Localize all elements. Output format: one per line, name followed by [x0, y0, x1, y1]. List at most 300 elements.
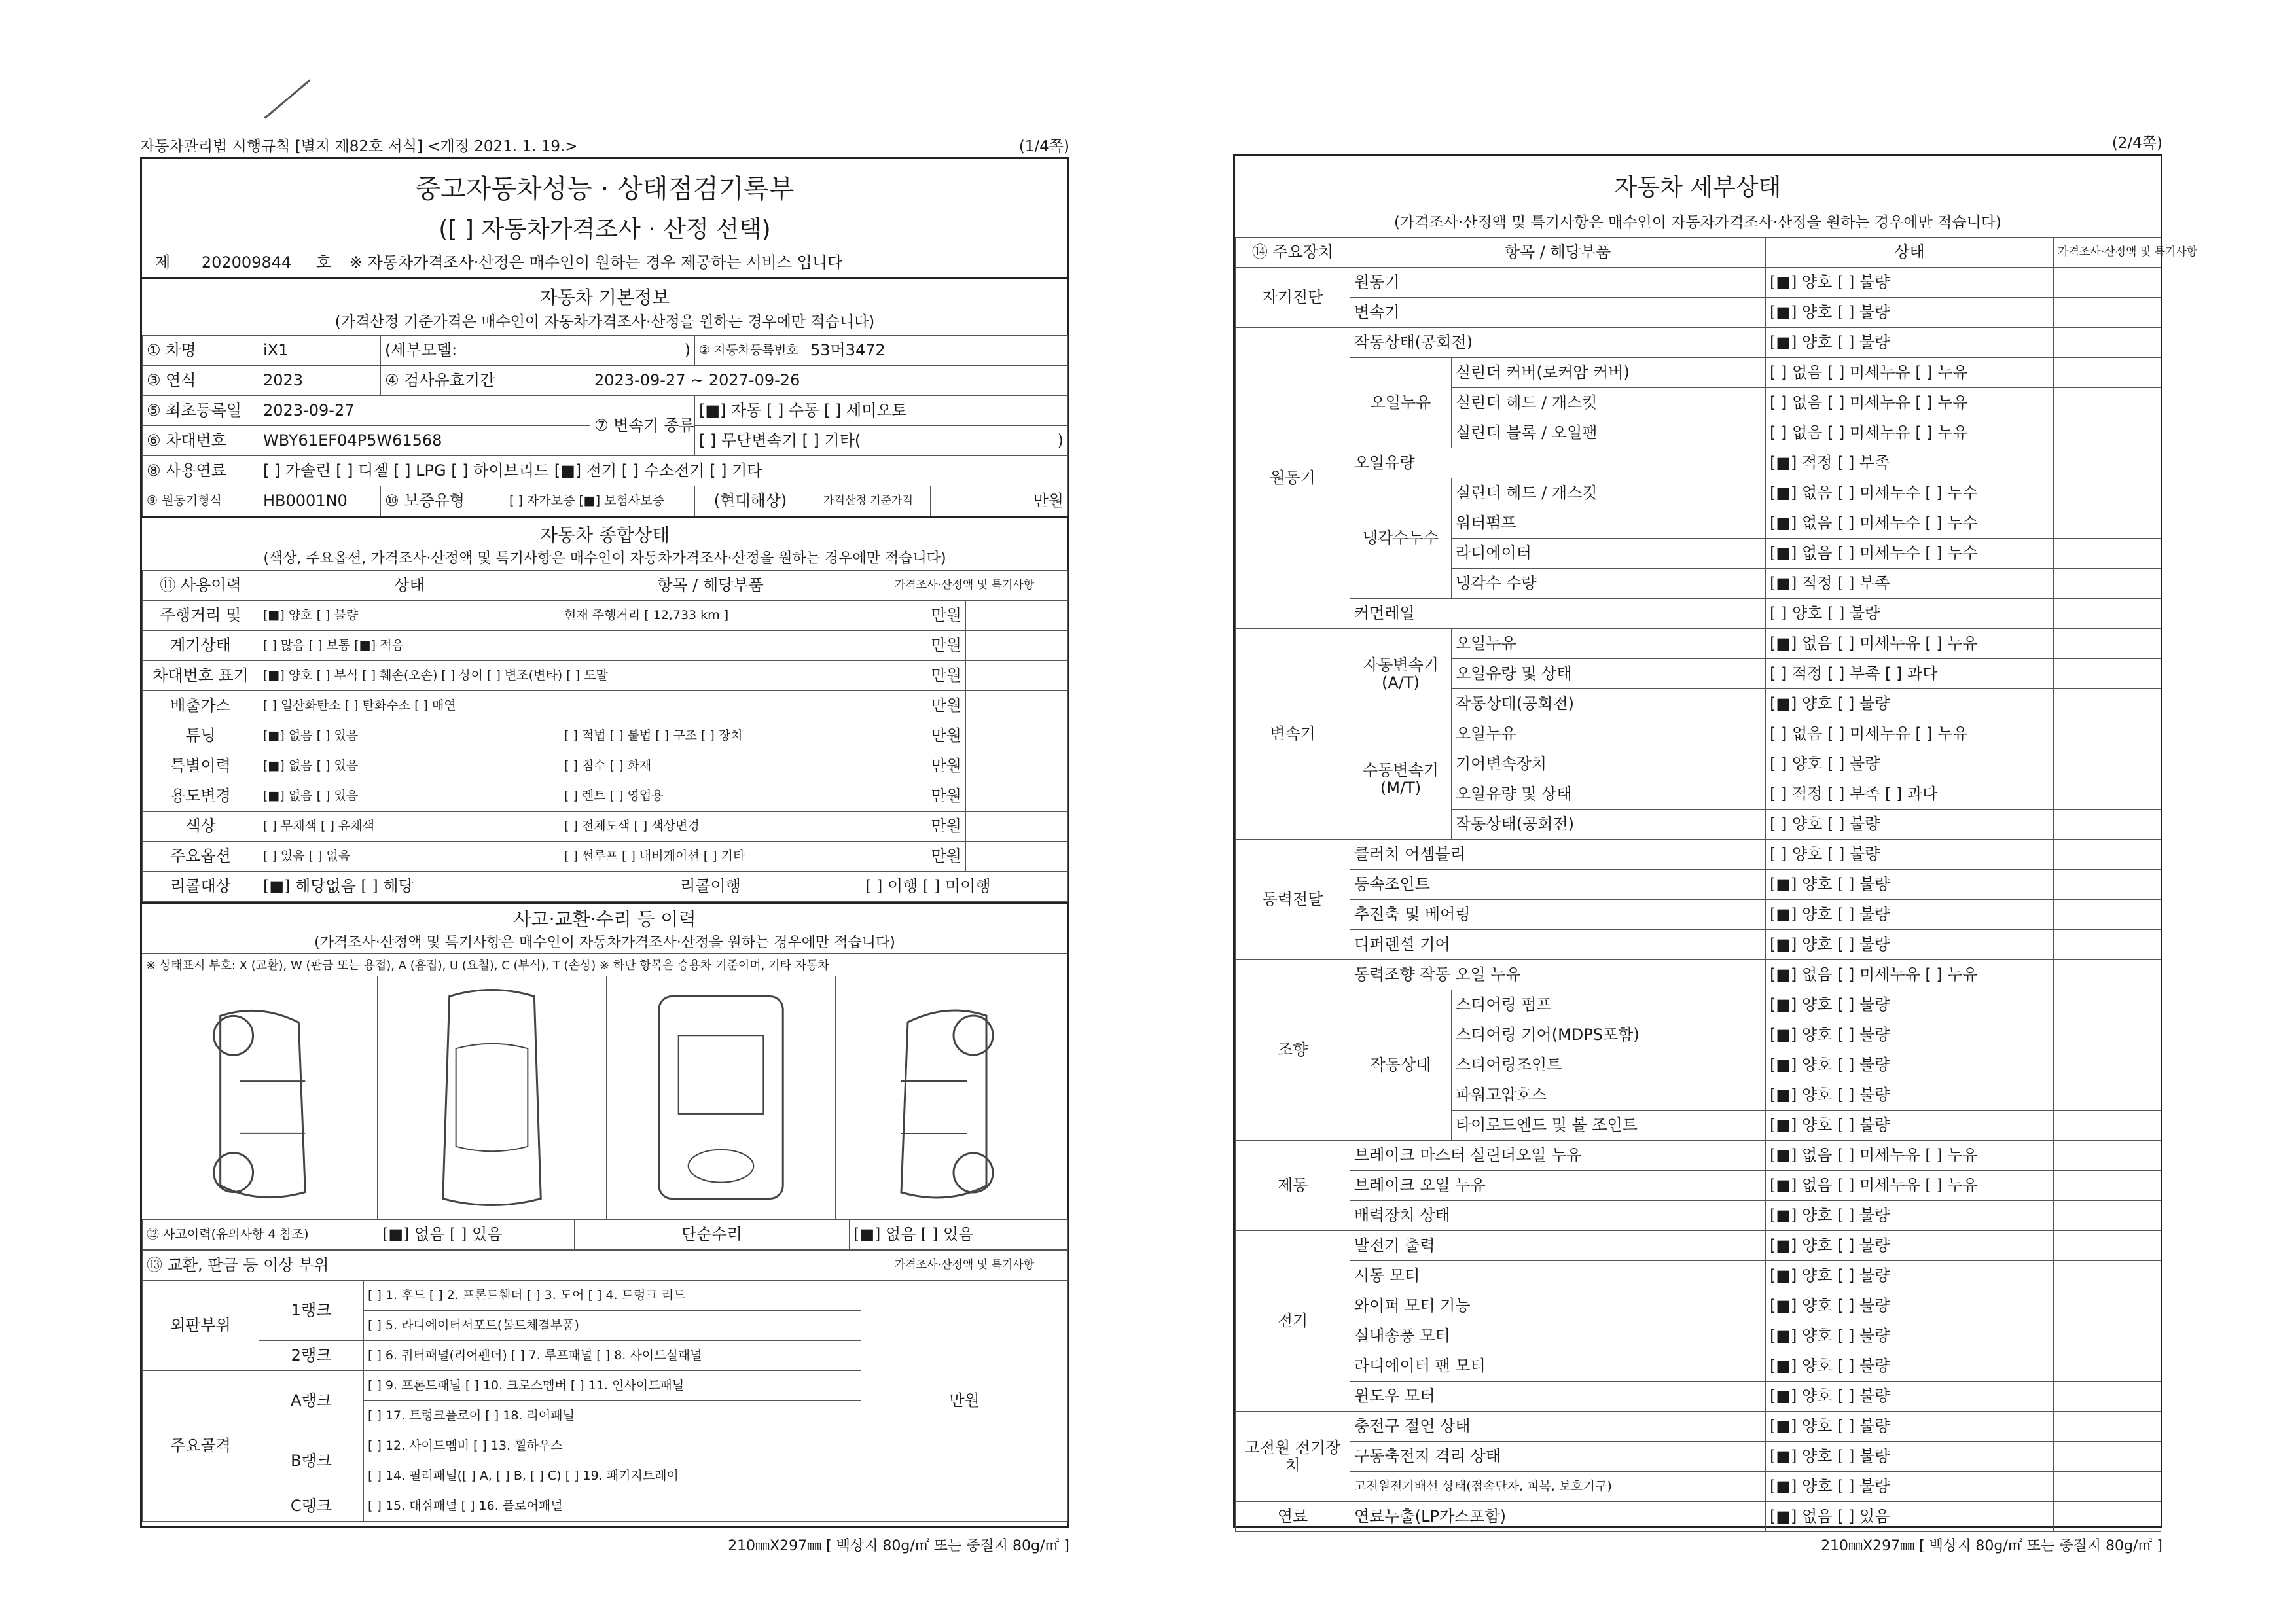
basic-info-title: 자동차 기본정보	[539, 287, 670, 308]
detail-table	[1235, 237, 2198, 1532]
number-suffix: 호	[315, 253, 332, 272]
overall-row-item	[560, 691, 861, 721]
detail-price	[2054, 689, 2161, 719]
detail-price	[2054, 1020, 2161, 1050]
detail-status: [■] 양호 [ ] 불량	[1766, 1020, 2054, 1050]
overall-row-item: [ ] 썬루프 [ ] 내비게이션 [ ] 기타	[560, 842, 861, 872]
detail-status: [■] 양호 [ ] 불량	[1766, 1321, 2054, 1351]
detail-row	[1236, 358, 2161, 388]
overall-row-unit: 만원	[861, 601, 966, 631]
overall-row-status: [ ] 일산화탄소 [ ] 탄화수소 [ ] 매연	[259, 691, 560, 721]
rankA-line2: [ ] 17. 트렁크플로어 [ ] 18. 리어패널	[364, 1401, 861, 1431]
overall-row-status: [■] 없음 [ ] 있음	[259, 781, 560, 812]
detail-status: [■] 양호 [ ] 불량	[1766, 328, 2054, 358]
accident-note: (가격조사·산정액 및 특기사항은 매수인이 자동차가격조사·산정을 원하는 경우에만 적습니다)	[314, 935, 895, 951]
detail-row	[1236, 629, 2161, 659]
detail-item: 작동상태(공회전)	[1350, 328, 1766, 358]
detail-row	[1236, 1141, 2161, 1171]
recall-label: 리콜대상	[143, 872, 259, 902]
detail-row	[1236, 448, 2161, 478]
overall-row	[143, 781, 1068, 812]
detail-item: 냉각수 수량	[1452, 569, 1766, 599]
detail-price	[2054, 990, 2161, 1020]
fuel-value: [ ] 가솔린 [ ] 디젤 [ ] LPG [ ] 하이브리드 [■] 전기 [ ] 수소전기 [ ] 기타	[259, 456, 1068, 486]
detail-price	[2054, 1291, 2161, 1321]
rankB-line2: [ ] 14. 필러패널([ ] A, [ ] B, [ ] C) [ ] 19. 패키지트레이	[364, 1461, 861, 1491]
detail-price	[2054, 418, 2161, 448]
overall-row-status: [■] 양호 [ ] 부식 [ ] 훼손(오손) [ ] 상이 [ ] 변조(변타) [ ] 도말	[259, 661, 560, 691]
detail-row	[1236, 1321, 2161, 1351]
exchange-price-header: 가격조사·산정액 및 특기사항	[861, 1251, 1068, 1281]
detail-row	[1236, 1171, 2161, 1201]
detail-status: [■] 없음 [ ] 미세누수 [ ] 누수	[1766, 478, 2054, 508]
engine-value: HB0001N0	[259, 486, 381, 516]
rankA-label: A랭크	[259, 1371, 364, 1431]
detail-row	[1236, 870, 2161, 900]
detail-status: [■] 없음 [ ] 미세누수 [ ] 누수	[1766, 508, 2054, 539]
detail-price	[2054, 930, 2161, 960]
overall-row-item: 현재 주행거리 [ 12,733 km ]	[560, 601, 861, 631]
detail-group-name: 자기진단	[1236, 268, 1350, 328]
form-title: 자동차관리법 시행규칙 [별지 제82호 서식] <개정 2021. 1. 19.>	[140, 138, 578, 155]
detail-price	[2054, 1382, 2161, 1412]
overall-row-unit: 만원	[861, 842, 966, 872]
overall-row	[143, 691, 1068, 721]
detail-subgroup: 냉각수누수	[1350, 478, 1452, 599]
car-diagram	[142, 976, 1067, 1219]
overall-row-note	[966, 781, 1068, 812]
col-status: 상태	[1766, 238, 2054, 268]
detail-price	[2054, 1261, 2161, 1291]
detail-status: [■] 양호 [ ] 불량	[1766, 689, 2054, 719]
overall-row-note	[966, 812, 1068, 842]
detail-item: 발전기 출력	[1350, 1231, 1766, 1261]
transmission-label: ⑦ 변속기 종류	[590, 396, 695, 456]
detail-item: 고전원전기배선 상태(접속단자, 피복, 보호기구)	[1350, 1472, 1766, 1502]
detail-group-name: 조향	[1236, 960, 1350, 1141]
rank2-line: [ ] 6. 쿼터패널(리어펜더) [ ] 7. 루프패널 [ ] 8. 사이드실패널	[364, 1341, 861, 1371]
detail-row	[1236, 328, 2161, 358]
detail-item: 추진축 및 베어링	[1350, 900, 1766, 930]
overall-row-status: [■] 없음 [ ] 있음	[259, 721, 560, 751]
detail-item: 충전구 절연 상태	[1350, 1412, 1766, 1442]
detail-price	[2054, 388, 2161, 418]
car-diagram-frame	[607, 976, 836, 1219]
detail-item: 라디에이터 팬 모터	[1350, 1351, 1766, 1382]
detail-price	[2054, 1080, 2161, 1111]
detail-status: [■] 양호 [ ] 불량	[1766, 870, 2054, 900]
overall-row-status: [■] 양호 [ ] 불량	[259, 601, 560, 631]
vin-label: ⑥ 차대번호	[143, 426, 259, 456]
detail-group-name: 원동기	[1236, 328, 1350, 629]
reg-no-label: ② 자동차등록번호	[695, 336, 806, 366]
rank2-label: 2랭크	[259, 1341, 364, 1371]
car-name-label: ① 차명	[143, 336, 259, 366]
detail-price	[2054, 1050, 2161, 1080]
transmission-line2-text: [ ] 무단변속기 [ ] 기타(	[699, 431, 861, 450]
detail-item: 윈도우 모터	[1350, 1382, 1766, 1412]
detail-group-name: 변속기	[1236, 629, 1350, 840]
rankB-label: B랭크	[259, 1431, 364, 1491]
overall-row	[143, 842, 1068, 872]
rankC-label: C랭크	[259, 1491, 364, 1522]
detail-status: [■] 양호 [ ] 불량	[1766, 1050, 2054, 1080]
overall-row-label: 주행거리 및	[143, 601, 259, 631]
detail-price	[2054, 1111, 2161, 1141]
detail-row	[1236, 599, 2161, 629]
detail-row	[1236, 1261, 2161, 1291]
page2-footer: 210㎜X297㎜ [ 백상지 80g/㎡ 또는 중질지 80g/㎡ ]	[1821, 1538, 2162, 1554]
rank1-label: 1랭크	[259, 1281, 364, 1341]
detail-status: [■] 양호 [ ] 불량	[1766, 1111, 2054, 1141]
warranty-label: ⑩ 보증유형	[381, 486, 505, 516]
detail-item: 실린더 헤드 / 개스킷	[1452, 388, 1766, 418]
form-box-1	[140, 157, 1069, 1528]
detail-status: [■] 없음 [ ] 미세누유 [ ] 누유	[1766, 1141, 2054, 1171]
overall-note: (색상, 주요옵션, 가격조사·산정액 및 특기사항은 매수인이 자동차가격조사·산정을 원하는 경우에만 적습니다)	[263, 550, 946, 567]
detail-group-name: 제동	[1236, 1141, 1350, 1231]
detail-item: 클러치 어셈블리	[1350, 840, 1766, 870]
recall-item-value: [ ] 이행 [ ] 미이행	[861, 872, 1068, 902]
detail-price	[2054, 268, 2161, 298]
recall-item-label: 리콜이행	[560, 872, 861, 902]
detail-price	[2054, 659, 2161, 689]
detail-status: [■] 양호 [ ] 불량	[1766, 1382, 2054, 1412]
car-diagram-top	[378, 976, 607, 1219]
detail-subgroup: 수동변속기 (M/T)	[1350, 719, 1452, 840]
detail-price	[2054, 328, 2161, 358]
overall-row-unit: 만원	[861, 812, 966, 842]
detail-row	[1236, 1412, 2161, 1442]
detail-price	[2054, 1502, 2161, 1532]
car-name-value: iX1	[259, 336, 381, 366]
detail-status: [■] 양호 [ ] 불량	[1766, 268, 2054, 298]
overall-row-unit: 만원	[861, 781, 966, 812]
legend-line: ※ 상태표시 부호: X (교환), W (판금 또는 용접), A (흠집), U (요철), C (부식), T (손상) ※ 하단 항목은 승용차 기준이며, 기타 자동차	[142, 953, 1067, 976]
car-right-side-icon	[836, 976, 1067, 1219]
overall-row-item: [ ] 침수 [ ] 화재	[560, 751, 861, 781]
recall-status: [■] 해당없음 [ ] 해당	[259, 872, 560, 902]
accident-title: 사고·교환·수리 등 이력	[513, 908, 696, 930]
detail-price	[2054, 478, 2161, 508]
detail-status: [ ] 없음 [ ] 미세누유 [ ] 누유	[1766, 388, 2054, 418]
detail-row	[1236, 990, 2161, 1020]
overall-row-label: 색상	[143, 812, 259, 842]
detail-price	[2054, 749, 2161, 779]
warranty-value: [ ] 자가보증 [■] 보험사보증	[505, 486, 695, 516]
detail-status: [ ] 양호 [ ] 불량	[1766, 810, 2054, 840]
col-price: 가격조사·산정액 및 특기사항	[2054, 238, 2161, 268]
outer-label: 외판부위	[143, 1281, 259, 1371]
year-value: 2023	[259, 366, 381, 396]
detail-status: [ ] 적정 [ ] 부족 [ ] 과다	[1766, 659, 2054, 689]
overall-row-label: 특별이력	[143, 751, 259, 781]
detail-price	[2054, 508, 2161, 539]
overall-row-note	[966, 751, 1068, 781]
accident-table	[142, 1219, 1068, 1250]
first-reg-value: 2023-09-27	[259, 396, 590, 426]
rank1-line1: [ ] 1. 후드 [ ] 2. 프론트휀더 [ ] 3. 도어 [ ] 4. 트렁크 리드	[364, 1281, 861, 1311]
detail-row	[1236, 930, 2161, 960]
detail-status: [■] 양호 [ ] 불량	[1766, 1472, 2054, 1502]
detail-row	[1236, 960, 2161, 990]
overall-row	[143, 661, 1068, 691]
warranty-company: (현대해상)	[695, 486, 806, 516]
detail-status: [■] 양호 [ ] 불량	[1766, 1080, 2054, 1111]
detail-price	[2054, 1201, 2161, 1231]
detail-subgroup: 자동변속기 (A/T)	[1350, 629, 1452, 719]
detail-status: [■] 양호 [ ] 불량	[1766, 1351, 2054, 1382]
simple-repair-label: 단순수리	[575, 1220, 850, 1250]
overall-row-item: [ ] 전체도색 [ ] 색상변경	[560, 812, 861, 842]
exchange-table	[142, 1250, 1068, 1522]
detail-status: [■] 양호 [ ] 불량	[1766, 1261, 2054, 1291]
overall-row-status: [ ] 있음 [ ] 없음	[259, 842, 560, 872]
detail-status: [■] 없음 [ ] 있음	[1766, 1502, 2054, 1532]
overall-row-unit: 만원	[861, 631, 966, 661]
overall-row	[143, 812, 1068, 842]
detail-row	[1236, 900, 2161, 930]
simple-repair-value: [■] 없음 [ ] 있음	[850, 1220, 1068, 1250]
detail-item: 라디에이터	[1452, 539, 1766, 569]
car-left-side-icon	[142, 976, 377, 1219]
detail-price	[2054, 599, 2161, 629]
overall-title: 자동차 종합상태	[539, 524, 670, 546]
overall-row-unit: 만원	[861, 691, 966, 721]
number-line	[142, 244, 1067, 277]
transmission-line1: [■] 자동 [ ] 수동 [ ] 세미오토	[695, 396, 1068, 426]
detail-price	[2054, 779, 2161, 810]
detail-row	[1236, 268, 2161, 298]
detail-item: 작동상태(공회전)	[1452, 810, 1766, 840]
form-box-2	[1233, 154, 2198, 1528]
detail-item: 실내송풍 모터	[1350, 1321, 1766, 1351]
detail-row	[1236, 840, 2161, 870]
page2-title: 자동차 세부상태	[1614, 174, 1782, 201]
document-title: 중고자동차성능 · 상태점검기록부	[415, 174, 795, 204]
overall-row-unit: 만원	[861, 661, 966, 691]
car-top-icon	[378, 976, 606, 1219]
validity-label: ④ 검사유효기간	[381, 366, 590, 396]
detail-row	[1236, 298, 2161, 328]
overall-row	[143, 751, 1068, 781]
engine-label: ⑨ 원동기형식	[143, 486, 259, 516]
overall-table	[142, 570, 1068, 902]
overall-row-item	[560, 631, 861, 661]
detail-status: [■] 양호 [ ] 불량	[1766, 1412, 2054, 1442]
detail-price	[2054, 1472, 2161, 1502]
detail-model	[381, 336, 695, 366]
detail-status: [■] 양호 [ ] 불량	[1766, 1291, 2054, 1321]
basic-info-table	[142, 335, 1068, 516]
detail-price	[2054, 810, 2161, 840]
detail-item: 연료누출(LP가스포함)	[1350, 1502, 1766, 1532]
accident-history-value: [■] 없음 [ ] 있음	[378, 1220, 575, 1250]
detail-status: [ ] 없음 [ ] 미세누유 [ ] 누유	[1766, 358, 2054, 388]
detail-status: [■] 없음 [ ] 미세누유 [ ] 누유	[1766, 960, 2054, 990]
detail-status: [■] 없음 [ ] 미세누유 [ ] 누유	[1766, 1171, 2054, 1201]
detail-row	[1236, 1382, 2161, 1412]
accident-history-label: ⑫ 사고이력(유의사항 4 참조)	[143, 1220, 378, 1250]
detail-item: 배력장치 상태	[1350, 1201, 1766, 1231]
overall-row-note	[966, 842, 1068, 872]
reg-no-value: 53머3472	[806, 336, 1068, 366]
detail-item: 디퍼렌셜 기어	[1350, 930, 1766, 960]
number-label: 제	[155, 253, 171, 272]
detail-price	[2054, 900, 2161, 930]
detail-price	[2054, 1321, 2161, 1351]
detail-item: 시동 모터	[1350, 1261, 1766, 1291]
document-subtitle: ([ ] 자동차가격조사 · 산정 선택)	[439, 216, 771, 243]
overall-row-item: [ ] 렌트 [ ] 영업용	[560, 781, 861, 812]
detail-status: [■] 양호 [ ] 불량	[1766, 1201, 2054, 1231]
scan-mark	[264, 79, 311, 118]
overall-row-note	[966, 661, 1068, 691]
page2-note: (가격조사·산정액 및 특기사항은 매수인이 자동차가격조사·산정을 원하는 경우에만 적습니다)	[1393, 214, 2002, 231]
col-item: 항목 / 해당부품	[1350, 238, 1766, 268]
detail-item: 오일누유	[1452, 719, 1766, 749]
exchange-label: ⑬ 교환, 판금 등 이상 부위	[143, 1251, 861, 1281]
detail-item: 동력조향 작동 오일 누유	[1350, 960, 1766, 990]
detail-item: 워터펌프	[1452, 508, 1766, 539]
detail-item: 타이로드엔드 및 볼 조인트	[1452, 1111, 1766, 1141]
detail-row	[1236, 1442, 2161, 1472]
detail-item: 스티어링 펌프	[1452, 990, 1766, 1020]
detail-item: 실린더 블록 / 오일팬	[1452, 418, 1766, 448]
detail-price	[2054, 840, 2161, 870]
detail-group-name: 연료	[1236, 1502, 1350, 1532]
item-header: 항목 / 해당부품	[560, 571, 861, 601]
overall-row	[143, 721, 1068, 751]
detail-price	[2054, 629, 2161, 659]
detail-row	[1236, 719, 2161, 749]
detail-item: 변속기	[1350, 298, 1766, 328]
detail-status: [ ] 없음 [ ] 미세누유 [ ] 누유	[1766, 719, 2054, 749]
detail-item: 커먼레일	[1350, 599, 1766, 629]
overall-row-label: 배출가스	[143, 691, 259, 721]
overall-row	[143, 631, 1068, 661]
detail-model-close: )	[684, 341, 691, 360]
detail-item: 오일누유	[1452, 629, 1766, 659]
transmission-close: )	[1057, 431, 1064, 450]
detail-group-name: 고전원 전기장치	[1236, 1412, 1350, 1502]
detail-item: 오일유량 및 상태	[1452, 659, 1766, 689]
detail-price	[2054, 1351, 2161, 1382]
price-basis-unit: 만원	[931, 486, 1068, 516]
detail-item: 실린더 헤드 / 개스킷	[1452, 478, 1766, 508]
detail-status: [■] 양호 [ ] 불량	[1766, 1442, 2054, 1472]
overall-row-label: 튜닝	[143, 721, 259, 751]
detail-price	[2054, 448, 2161, 478]
detail-status: [■] 적정 [ ] 부족	[1766, 569, 2054, 599]
overall-row-unit: 만원	[861, 721, 966, 751]
number-value: 202009844	[201, 253, 292, 272]
detail-price	[2054, 1231, 2161, 1261]
year-label: ③ 연식	[143, 366, 259, 396]
detail-item: 스티어링 기어(MDPS포함)	[1452, 1020, 1766, 1050]
overall-row-label: 차대번호 표기	[143, 661, 259, 691]
detail-item: 브레이크 오일 누유	[1350, 1171, 1766, 1201]
detail-group-name: 전기	[1236, 1231, 1350, 1412]
detail-status: [ ] 양호 [ ] 불량	[1766, 749, 2054, 779]
detail-status: [■] 양호 [ ] 불량	[1766, 930, 2054, 960]
detail-row	[1236, 1472, 2161, 1502]
detail-row	[1236, 478, 2161, 508]
detail-item: 오일유량 및 상태	[1452, 779, 1766, 810]
detail-item: 작동상태(공회전)	[1452, 689, 1766, 719]
detail-price	[2054, 1412, 2161, 1442]
rankB-line1: [ ] 12. 사이드멤버 [ ] 13. 휠하우스	[364, 1431, 861, 1461]
overall-row-label: 용도변경	[143, 781, 259, 812]
vin-value: WBY61EF04P5W61568	[259, 426, 590, 456]
overall-row-note	[966, 601, 1068, 631]
main-frame-label: 주요골격	[143, 1371, 259, 1522]
detail-row	[1236, 1201, 2161, 1231]
overall-row-unit: 만원	[861, 751, 966, 781]
detail-status: [■] 없음 [ ] 미세누수 [ ] 누수	[1766, 539, 2054, 569]
detail-item: 원동기	[1350, 268, 1766, 298]
detail-status: [■] 양호 [ ] 불량	[1766, 298, 2054, 328]
first-reg-label: ⑤ 최초등록일	[143, 396, 259, 426]
overall-row-item: [ ] 적법 [ ] 불법 [ ] 구조 [ ] 장치	[560, 721, 861, 751]
price-note-header: 가격조사·산정액 및 특기사항	[861, 571, 1068, 601]
exchange-price-unit: 만원	[861, 1281, 1068, 1522]
rankA-line1: [ ] 9. 프론트패널 [ ] 10. 크로스멤버 [ ] 11. 인사이드패널	[364, 1371, 861, 1401]
detail-price	[2054, 1141, 2161, 1171]
overall-row-note	[966, 631, 1068, 661]
detail-item: 등속조인트	[1350, 870, 1766, 900]
detail-status: [■] 양호 [ ] 불량	[1766, 990, 2054, 1020]
fuel-label: ⑧ 사용연료	[143, 456, 259, 486]
price-basis-label: 가격산정 기준가격	[806, 486, 931, 516]
detail-row	[1236, 1351, 2161, 1382]
detail-price	[2054, 960, 2161, 990]
detail-price	[2054, 1171, 2161, 1201]
detail-item: 와이퍼 모터 기능	[1350, 1291, 1766, 1321]
detail-item: 기어변속장치	[1452, 749, 1766, 779]
car-frame-icon	[607, 976, 835, 1219]
detail-status: [ ] 양호 [ ] 불량	[1766, 599, 2054, 629]
detail-item: 브레이크 마스터 실린더오일 누유	[1350, 1141, 1766, 1171]
col-main: ⑭ 주요장치	[1236, 238, 1350, 268]
detail-price	[2054, 719, 2161, 749]
detail-price	[2054, 1442, 2161, 1472]
overall-row-status: [■] 없음 [ ] 있음	[259, 751, 560, 781]
detail-price	[2054, 539, 2161, 569]
detail-status: [■] 적정 [ ] 부족	[1766, 448, 2054, 478]
detail-row	[1236, 1502, 2161, 1532]
detail-price	[2054, 298, 2161, 328]
detail-item: 오일유량	[1350, 448, 1766, 478]
overall-row-status: [ ] 무채색 [ ] 유채색	[259, 812, 560, 842]
detail-status: [ ] 없음 [ ] 미세누유 [ ] 누유	[1766, 418, 2054, 448]
transmission-line2	[695, 426, 1068, 456]
overall-row-note	[966, 691, 1068, 721]
detail-status: [ ] 적정 [ ] 부족 [ ] 과다	[1766, 779, 2054, 810]
detail-subgroup: 오일누유	[1350, 358, 1452, 448]
overall-row-label: 주요옵션	[143, 842, 259, 872]
overall-row	[143, 601, 1068, 631]
overall-row-note	[966, 721, 1068, 751]
detail-row	[1236, 1291, 2161, 1321]
detail-item: 스티어링조인트	[1452, 1050, 1766, 1080]
detail-price	[2054, 358, 2161, 388]
rank1-line2: [ ] 5. 라디에이터서포트(볼트체결부품)	[364, 1311, 861, 1341]
car-diagram-left	[142, 976, 378, 1219]
status-header: 상태	[259, 571, 560, 601]
detail-item: 파워고압호스	[1452, 1080, 1766, 1111]
validity-value: 2023-09-27 ~ 2027-09-26	[590, 366, 1068, 396]
